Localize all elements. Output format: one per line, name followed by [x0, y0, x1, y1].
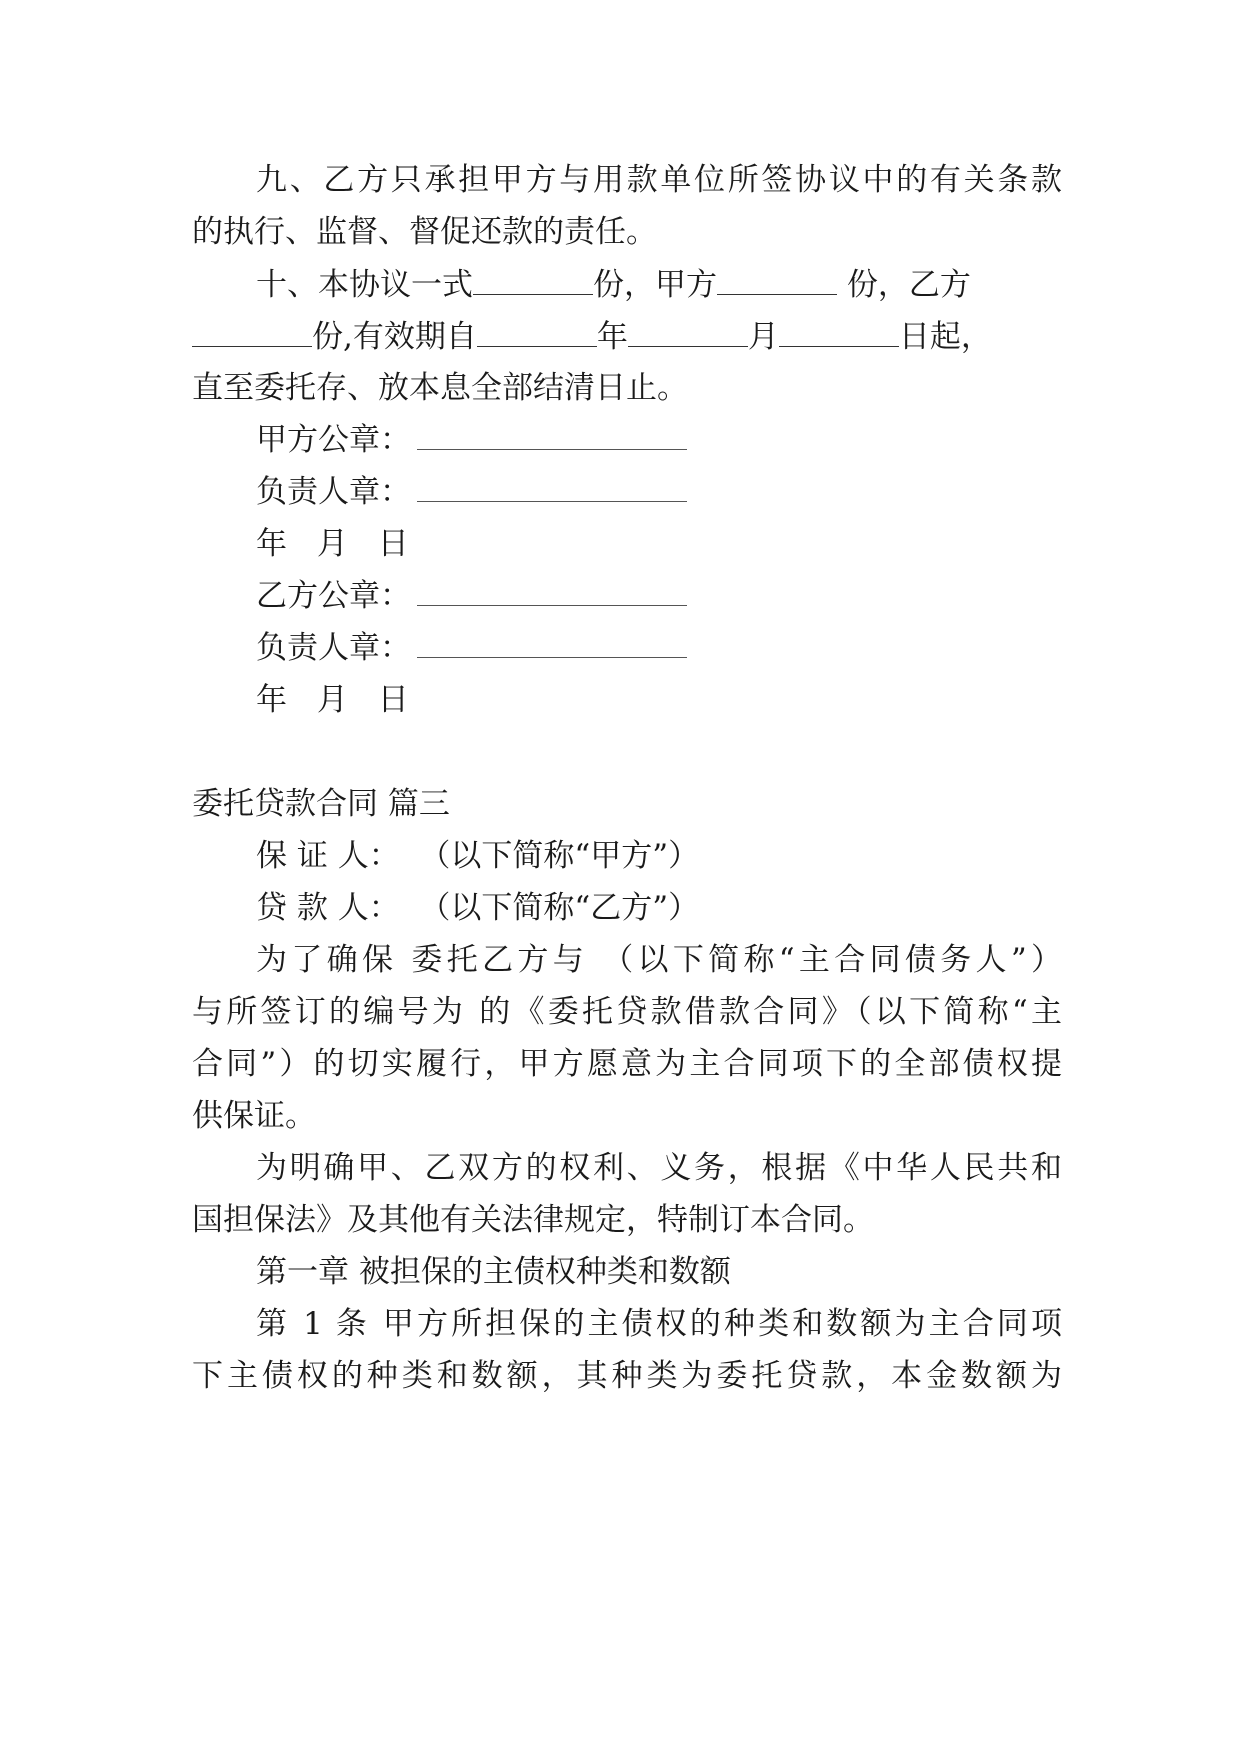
day-blank: [779, 316, 899, 347]
purpose-line-2: 与所签订的编号为 的《委托贷款借款合同》（以下简称“主: [192, 994, 1062, 1030]
party-b-seal-blank: [417, 577, 687, 606]
clause-9-line-2: 的执行、监督、督促还款的责任。: [192, 214, 657, 250]
copies-party-a-blank: [717, 264, 837, 295]
party-a-person-line: [256, 472, 1062, 512]
basis-line-2: 国担保法》及其他有关法律规定，特制订本合同。: [192, 1202, 874, 1238]
article-1-line-2: 下主债权的种类和数额，其种类为委托贷款，本金数额为: [192, 1358, 1062, 1394]
party-a-date: 年 月 日: [256, 526, 419, 562]
party-b-person-label: 负责人章：: [256, 630, 411, 666]
month-blank: [628, 316, 748, 347]
purpose-line-4: 供保证。: [192, 1098, 316, 1134]
clause-10-line-2: [192, 316, 1062, 356]
party-a-seal-label: 甲方公章：: [256, 422, 411, 458]
chapter-1-title: 第一章 被担保的主债权种类和数额: [256, 1254, 731, 1290]
year-blank: [477, 316, 597, 347]
lender-line: 贷 款 人： （以下简称“乙方”）: [256, 890, 700, 926]
year-label: 年: [596, 319, 628, 355]
party-a-seal-blank: [417, 421, 687, 450]
purpose-line-1: 为了确保 委托乙方与 （以下简称“主合同债务人”）: [256, 942, 1062, 978]
copies-party-b-blank: [192, 316, 312, 347]
party-a-person-label: 负责人章：: [256, 474, 411, 510]
clause-10-line-3: 直至委托存、放本息全部结清日止。: [192, 370, 688, 406]
party-b-person-line: [256, 628, 1062, 668]
clause-10-text-a: 十、本协议一式: [256, 267, 473, 303]
section-3-heading: 委托贷款合同 篇三: [192, 786, 450, 822]
party-b-seal-label: 乙方公章：: [256, 578, 411, 614]
clause-10-text-d: 份,有效期自: [312, 319, 477, 355]
copies-total-blank: [473, 264, 593, 295]
day-label: 日起，: [898, 319, 992, 355]
purpose-line-3: 合同”）的切实履行，甲方愿意为主合同项下的全部债权提: [192, 1046, 1062, 1082]
party-a-person-blank: [417, 473, 687, 502]
guarantor-line: 保 证 人： （以下简称“甲方”）: [256, 838, 700, 874]
article-1-line-1: 第 1 条 甲方所担保的主债权的种类和数额为主合同项: [256, 1306, 1062, 1342]
clause-9-line-1: 九、乙方只承担甲方与用款单位所签协议中的有关条款: [256, 162, 1062, 198]
party-a-seal-line: [256, 420, 1062, 460]
month-label: 月: [747, 319, 779, 355]
clause-10-text-b: 份，甲方: [593, 267, 717, 303]
party-b-person-blank: [417, 629, 687, 658]
party-b-date: 年 月 日: [256, 682, 419, 718]
party-b-seal-line: [256, 576, 1062, 616]
clause-10-text-c: 份，乙方: [837, 267, 971, 303]
basis-line-1: 为明确甲、乙双方的权利、义务，根据《中华人民共和: [256, 1150, 1062, 1186]
clause-10-line-1: [256, 264, 1062, 304]
